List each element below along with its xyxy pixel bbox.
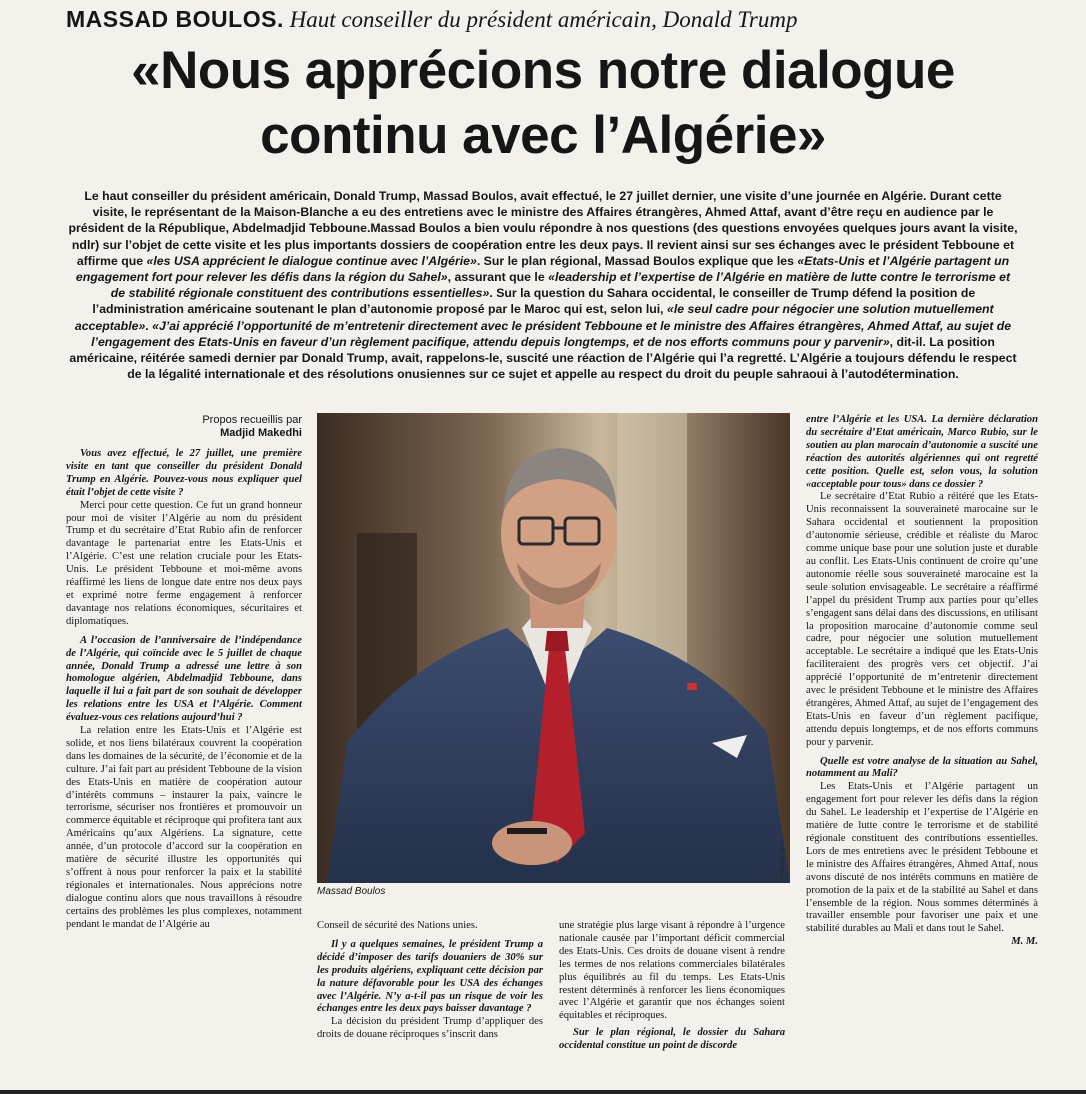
photo-credit: PHOTO : D. R. (780, 838, 786, 878)
portrait-photo (317, 413, 790, 883)
question-3: Il y a quelques semaines, le président Trump a décidé d’imposer des tarifs douaniers de 30% sur les produits algériens, expliquant cette décision par la nature défavorable pour les USA des échanges avec l’Algérie. N’y a-t-il pas un risque de voir les échanges entre les deux pays baisser davantage ? (317, 938, 543, 1015)
column-3 (559, 920, 785, 1053)
byline-label: Propos recueillis par (202, 414, 302, 426)
column-4 (806, 414, 1038, 949)
answer-4: Le secrétaire d’Etat Rubio a réitéré que les Etats-Unis reconnaissent la souveraineté marocaine sur le Sahara occidental et soutiennent la proposition d’autonomie sérieuse, crédible et réaliste du Maroc comme unique base pour une solution juste et durable au conflit. Les Etats-Unis continuent de croire qu’une autonomie réelle sous souveraineté marocaine est la seule solution envisageable. Le secrétaire a réaffirmé l’appel du président Trump aux parties pour qu’elles s’engagent sans délai dans des discussions, en utilisant la proposition marocaine d’autonomie comme seul cadre, pour négocier une solution mutuellement acceptable. Le secrétaire a indiqué que les Etats-Unis faciliteraient des progrès vers cet objectif. J’ai apprécié l’opportunité de m’entretenir directement avec le président Tebboune et le ministre des Affaires étrangères, Ahmed Attaf, au sujet de l’engagement des Etats-Unis en faveur d’un règlement pacifique, attendu depuis longtemps, et de nos efforts communs pour y parvenir. (806, 491, 1038, 748)
intro-text-2: . Sur le plan régional, Massad Boulos explique que les (476, 253, 798, 268)
headline-line-2: continu avec l’Algérie» (260, 106, 826, 165)
question-2: A l’occasion de l’anniversaire de l’indépendance de l’Algérie, qui coïncide avec le 5 juillet de chaque année, Donald Trump a adressé une lettre à son homologue algérien, Abdelmadjid Tebboune, dans laquelle il lui a fait part de son souhait de développer les relations entre les USA et l’Algérie. Comment évaluez-vous ces relations aujourd’hui ? (66, 634, 302, 724)
column-1 (66, 414, 302, 932)
interviewee-title: Haut conseiller du président américain, Donald Trump (289, 7, 798, 32)
answer-5 (806, 781, 1038, 948)
bottom-rule (0, 1090, 1086, 1094)
headline-line-1: «Nous apprécions notre dialogue (131, 41, 955, 100)
intro-text-4: . Sur la question du Sahara occidental, le conseiller de Trump défend la position de l’administration américaine soutenant le plan d’autonomie proposé par le Maroc qui est, selon lui, (92, 286, 976, 317)
article-headline (40, 38, 1046, 168)
byline-author: Madjid Makedhi (220, 427, 302, 439)
byline (66, 414, 302, 440)
answer-2-continued: Conseil de sécurité des Nations unies. (317, 920, 478, 931)
question-5: Quelle est votre analyse de la situation au Sahel, notamment au Mali? (806, 755, 1038, 780)
intro-quote-5: «J’ai apprécié l’opportunité de m’entretenir directement avec le président Tebboune et le ministre des Affaires étrangères, Ahmed Attaf, au sujet de l’engagement des Etats-Unis en faveur d’un règlement pacifique, attendu depuis longtemps, et de nos efforts communs pour y parvenir» (91, 318, 1012, 349)
answer-5-text: Les Etats-Unis et l’Algérie partagent un engagement fort pour relever les défis dans la région du Sahel. Le leadership et l’expertise de l’Algérie en matière de lutte contre le terrorisme et de stabilité régionale constituent des contributions essentielles. Lors de mes entretiens avec le président Tebboune et le ministre des Affaires étrangères, Ahmed Attaf, nous avons discuté de nos intérêts communs en matière de promotion de la paix et de la stabilité au Sahel et dans l’ensemble de la région. Nous sommes déterminés à travailler ensemble pour favoriser une paix et une stabilité durables au Mali et dans tout le Sahel. (806, 781, 1038, 935)
intro-quote-4: «le seul cadre pour négocier une solution mutuellement acceptable» (74, 302, 994, 333)
photo-caption: Massad Boulos (317, 886, 386, 897)
column-2 (317, 920, 543, 1042)
intro-quote-2: «Etats-Unis et l’Algérie partagent un engagement fort pour relever les défis dans la région du Sahel» (75, 253, 1010, 285)
question-1: Vous avez effectué, le 27 juillet, une première visite en tant que conseiller du président Donald Trump en Algérie. Pouvez-vous nous expliquer quel était l’objet de cette visite ? (66, 448, 302, 498)
intro-text-3: , assurant que le (447, 270, 549, 285)
question-4-continued: entre l’Algérie et les USA. La dernière déclaration du secrétaire d’Etat américain, Marco Rubio, sur le soutien au plan marocain d’autonomie a suscité une réaction des autorités algériennes qui ont regretté cette position. Quelle est, selon vous, la solution «acceptable pour tous» dans ce dossier ? (806, 414, 1038, 490)
answer-3-continued: une stratégie plus large visant à répondre à l’urgence nationale causée par l’important déficit commercial des Etats-Unis. Ces droits de douane visent à rendre les termes de nos relations commerciales bilatérales plus équilibrés au fil du temps. Les Etats-Unis restent déterminés à renforcer les liens économiques avec l’Algérie et garantir que nos échanges soient équitables et réciproques. (559, 920, 785, 1022)
question-4: Sur le plan régional, le dossier du Sahara occidental constitue un point de discorde (559, 1027, 785, 1052)
answer-3: La décision du président Trump d’appliquer des droits de douane réciproques s’inscrit dans (317, 1016, 543, 1041)
intro-text-5: . (145, 318, 153, 333)
intro-quote-3: «leadership et l’expertise de l’Algérie en matière de lutte contre le terrorisme et de stabilité régionale constituent des contributions essentielles» (110, 270, 1011, 301)
intro-quote-1: «les USA apprécient le dialogue continue avec l’Algérie» (146, 253, 477, 268)
portrait-illustration (317, 413, 790, 883)
article-intro (68, 188, 1018, 382)
interviewee-name: MASSAD BOULOS. (66, 6, 284, 32)
intro-text-6: , dit-il. La position américaine, réitérée samedi dernier par Donald Trump, avait, rappelons-le, suscité une réaction de l’Algérie qui l’a regretté. L’Algérie a toujours défendu le respect de la légalité internationale et des résolutions onusiennes sur ce sujet et appelle au respect du droit du peuple sahraoui à l’autodétermination. (69, 334, 1017, 382)
signature: M. M. (1011, 936, 1038, 948)
answer-2: La relation entre les Etats-Unis et l’Algérie est solide, et nos liens bilatéraux couvrent la coopération dans les domaines de la sécurité, de l’économie et de la culture. J’ai fait part au président Tebboune de la vision des Etats-Unis en matière de coopération autour d’intérêts communs – instaurer la paix, vaincre le terrorisme, sécuriser nos frontières et promouvoir un commerce équitable et réciproque qui profitera tant aux Américains qu’aux Algériens. La signature, cette année, d’un protocole d’accord sur la coopération en matière de sécurité illustre les opportunités qui s’offrent à nous pour renforcer la paix et la stabilité régionales et internationales. Nous apprécions notre dialogue continu alors que nous travaillons à résoudre certains des problèmes les plus complexes, notamment pendant le mandat de l’Algérie au (66, 725, 302, 930)
answer-1: Merci pour cette question. Ce fut un grand honneur pour moi de visiter l’Algérie au nom du président Trump et du secrétaire d’Etat Rubio afin de renforcer davantage le partenariat entre les Etats-Unis et l’Algérie. C’est une relation cruciale pour les Etats-Unis. Le président Tebboune et moi-même avons réaffirmé les liens de longue date entre nos deux pays et exprimé notre ferme engagement à renforcer davantage nos relations économiques, sécuritaires et diplomatiques. (66, 499, 302, 627)
article-kicker (66, 6, 1026, 33)
intro-text-1: Le haut conseiller du président américain, Donald Trump, Massad Boulos, avait effectué, le 27 juillet dernier, une visite d’une journée en Algérie. Durant cette visite, le représentant de la Maison-Blanche a eu des entretiens avec le ministre des Affaires étrangères, Ahmed Attaf, avant d’être reçu en audience par le président de la République, Abdelmadjid Tebboune.Massad Boulos a bien voulu répondre à nos questions (des questions envoyées quelques jours avant la visite, ndlr) sur l’objet de cette visite et les plus importants dossiers de coopération entre les deux pays. Il revient ainsi sur ses échanges avec le président Tebboune et affirme que (68, 189, 1018, 268)
